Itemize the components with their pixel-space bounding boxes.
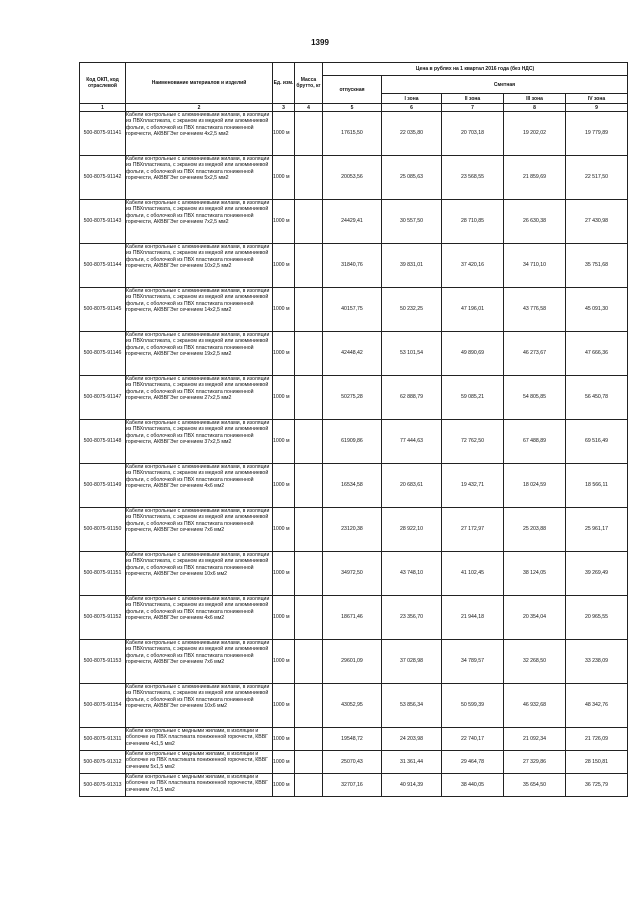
item-name-text: Кабели контрольные с алюминиевыми жилами, в изоляции из ПВХпластиката, с экраном из медной или алюминиевой фольги, с оболочкой из ПВХ пластиката пониженной горючести, АКВВГЭнг сечением 4х2,5 мм2 xyxy=(126,112,270,138)
item-name xyxy=(126,156,273,200)
zone-2-price: 23 568,55 xyxy=(442,156,504,200)
release-price: 34972,50 xyxy=(323,552,382,596)
item-name-text: Кабели контрольные с медными жилами, в изоляции и оболочке из ПВХ пластиката пониженной горючести, КВВГ сечением 5х1,5 мм2 xyxy=(126,751,268,770)
item-name-text: Кабели контрольные с алюминиевыми жилами, в изоляции из ПВХпластиката, с экраном из медной или алюминиевой фольги, с оболочкой из ПВХ пластиката пониженной горючести, АКВВГЭнг сечением 10х2,5 мм2 xyxy=(126,244,270,270)
zone-1-price: 37 028,98 xyxy=(382,640,442,684)
zone-4-price: 20 965,55 xyxy=(566,596,628,640)
release-price: 50275,28 xyxy=(323,376,382,420)
col-number: 8 xyxy=(504,104,566,112)
table-row xyxy=(80,728,628,751)
zone-2-price: 37 420,16 xyxy=(442,244,504,288)
zone-1-price: 77 444,63 xyxy=(382,420,442,464)
header-zone-2: II зона xyxy=(442,94,504,104)
item-mass xyxy=(295,112,323,156)
item-unit: 1000 м xyxy=(273,112,295,156)
release-price: 43052,95 xyxy=(323,684,382,728)
table-row xyxy=(80,332,628,376)
zone-1-price: 22 035,80 xyxy=(382,112,442,156)
item-mass xyxy=(295,376,323,420)
item-code: 500-8075-91141 xyxy=(80,112,126,156)
zone-3-price: 46 273,67 xyxy=(504,332,566,376)
item-name xyxy=(126,112,273,156)
item-code: 500-8075-91154 xyxy=(80,684,126,728)
table-body xyxy=(80,112,628,797)
item-code: 500-8075-91153 xyxy=(80,640,126,684)
item-code: 500-8075-91149 xyxy=(80,464,126,508)
item-mass xyxy=(295,200,323,244)
item-code: 500-8075-91151 xyxy=(80,552,126,596)
item-name-text: Кабели контрольные с алюминиевыми жилами, в изоляции из ПВХпластиката, с экраном из медной или алюминиевой фольги, с оболочкой из ПВХ пластиката пониженной горючести, АКВВГЭнг сечением 4х6 мм2 xyxy=(126,464,270,490)
header-estimate-price: Сметная xyxy=(382,76,628,94)
header-code: Код ОКП, код отраслевой xyxy=(80,63,126,104)
zone-4-price: 25 961,17 xyxy=(566,508,628,552)
table-row xyxy=(80,751,628,774)
zone-1-price: 62 888,79 xyxy=(382,376,442,420)
item-unit: 1000 м xyxy=(273,552,295,596)
item-mass xyxy=(295,244,323,288)
item-name xyxy=(126,200,273,244)
table-row xyxy=(80,244,628,288)
item-name xyxy=(126,376,273,420)
item-name-text: Кабели контрольные с алюминиевыми жилами, в изоляции из ПВХпластиката, с экраном из медной или алюминиевой фольги, с оболочкой из ПВХ пластиката пониженной горючести, АКВВГЭнг сечением 19х2,5 мм2 xyxy=(126,332,270,358)
item-name-text: Кабели контрольные с медными жилами, в изоляции и оболочке из ПВХ пластиката пониженной горючести, КВВГ сечением 7х1,5 мм2 xyxy=(126,774,268,793)
release-price: 19548,72 xyxy=(323,728,382,751)
col-number: 9 xyxy=(566,104,628,112)
item-name xyxy=(126,728,273,751)
col-number: 3 xyxy=(273,104,295,112)
item-name-text: Кабели контрольные с алюминиевыми жилами, в изоляции из ПВХпластиката, с экраном из медной или алюминиевой фольги, с оболочкой из ПВХ пластиката пониженной горючести, АКВВГЭнг сечением 27х2,5 мм2 xyxy=(126,376,270,402)
zone-3-price: 27 329,86 xyxy=(504,751,566,774)
item-name xyxy=(126,640,273,684)
table-row xyxy=(80,376,628,420)
item-name xyxy=(126,464,273,508)
zone-3-price: 46 932,68 xyxy=(504,684,566,728)
zone-2-price: 41 102,45 xyxy=(442,552,504,596)
item-mass xyxy=(295,728,323,751)
item-code: 500-8075-91144 xyxy=(80,244,126,288)
table-row xyxy=(80,112,628,156)
column-number-row xyxy=(80,104,628,112)
zone-1-price: 39 831,01 xyxy=(382,244,442,288)
header-zone-1: I зона xyxy=(382,94,442,104)
zone-3-price: 43 776,58 xyxy=(504,288,566,332)
zone-1-price: 31 361,44 xyxy=(382,751,442,774)
item-mass xyxy=(295,464,323,508)
zone-1-price: 50 232,25 xyxy=(382,288,442,332)
zone-2-price: 38 440,05 xyxy=(442,774,504,797)
item-mass xyxy=(295,288,323,332)
zone-4-price: 69 516,49 xyxy=(566,420,628,464)
zone-4-price: 39 269,49 xyxy=(566,552,628,596)
item-name-text: Кабели контрольные с алюминиевыми жилами, в изоляции из ПВХпластиката, с экраном из медной или алюминиевой фольги, с оболочкой из ПВХ пластиката пониженной горючести, АКВВГЭнг сечением 5х2,5 мм2 xyxy=(126,156,270,182)
item-mass xyxy=(295,751,323,774)
item-mass xyxy=(295,640,323,684)
zone-3-price: 25 203,88 xyxy=(504,508,566,552)
table-row xyxy=(80,508,628,552)
release-price: 40157,75 xyxy=(323,288,382,332)
col-number: 6 xyxy=(382,104,442,112)
page-number: 1399 xyxy=(311,38,329,47)
item-unit: 1000 м xyxy=(273,508,295,552)
table-row xyxy=(80,640,628,684)
zone-2-price: 19 432,71 xyxy=(442,464,504,508)
item-name-text: Кабели контрольные с медными жилами, в изоляции и оболочке из ПВХ пластиката пониженной горючести, КВВГ сечением 4х1,5 мм2 xyxy=(126,728,268,747)
item-unit: 1000 м xyxy=(273,751,295,774)
item-name xyxy=(126,508,273,552)
release-price: 42448,42 xyxy=(323,332,382,376)
zone-2-price: 20 703,18 xyxy=(442,112,504,156)
col-number: 7 xyxy=(442,104,504,112)
item-unit: 1000 м xyxy=(273,332,295,376)
item-mass xyxy=(295,508,323,552)
col-number: 1 xyxy=(80,104,126,112)
zone-3-price: 32 268,50 xyxy=(504,640,566,684)
item-name-text: Кабели контрольные с алюминиевыми жилами, в изоляции из ПВХпластиката, с экраном из медной или алюминиевой фольги, с оболочкой из ПВХ пластиката пониженной горючести, АКВВГЭнг сечением 10х6 мм2 xyxy=(126,684,270,710)
table-row xyxy=(80,684,628,728)
zone-1-price: 24 203,98 xyxy=(382,728,442,751)
zone-4-price: 22 517,50 xyxy=(566,156,628,200)
item-code: 500-8075-91147 xyxy=(80,376,126,420)
zone-4-price: 48 342,76 xyxy=(566,684,628,728)
item-name xyxy=(126,596,273,640)
zone-4-price: 47 666,36 xyxy=(566,332,628,376)
zone-1-price: 30 557,50 xyxy=(382,200,442,244)
item-unit: 1000 м xyxy=(273,774,295,797)
item-code: 500-8075-91312 xyxy=(80,751,126,774)
item-name xyxy=(126,288,273,332)
item-code: 500-8075-91142 xyxy=(80,156,126,200)
zone-2-price: 21 944,18 xyxy=(442,596,504,640)
item-name xyxy=(126,684,273,728)
item-name xyxy=(126,244,273,288)
zone-3-price: 67 488,89 xyxy=(504,420,566,464)
item-unit: 1000 м xyxy=(273,244,295,288)
table-row xyxy=(80,774,628,797)
item-unit: 1000 м xyxy=(273,728,295,751)
header-zone-4: IV зона xyxy=(566,94,628,104)
item-name xyxy=(126,552,273,596)
item-unit: 1000 м xyxy=(273,156,295,200)
price-table xyxy=(79,62,628,797)
item-unit: 1000 м xyxy=(273,640,295,684)
zone-2-price: 22 740,17 xyxy=(442,728,504,751)
zone-2-price: 72 762,50 xyxy=(442,420,504,464)
release-price: 31840,76 xyxy=(323,244,382,288)
zone-4-price: 45 091,30 xyxy=(566,288,628,332)
item-name-text: Кабели контрольные с алюминиевыми жилами, в изоляции из ПВХпластиката, с экраном из медной или алюминиевой фольги, с оболочкой из ПВХ пластиката пониженной горючести, АКВВГЭнг сечением 10х6 мм2 xyxy=(126,552,270,578)
table-row xyxy=(80,596,628,640)
zone-1-price: 53 856,34 xyxy=(382,684,442,728)
header-release-price: отпускная xyxy=(323,76,382,104)
zone-4-price: 36 725,79 xyxy=(566,774,628,797)
item-unit: 1000 м xyxy=(273,596,295,640)
zone-1-price: 23 356,70 xyxy=(382,596,442,640)
zone-1-price: 43 748,10 xyxy=(382,552,442,596)
item-mass xyxy=(295,156,323,200)
zone-4-price: 19 779,89 xyxy=(566,112,628,156)
header-price-group: Цена в рублях на 1 квартал 2016 года (без НДС) xyxy=(323,63,628,76)
table-row xyxy=(80,288,628,332)
zone-2-price: 29 464,78 xyxy=(442,751,504,774)
release-price: 23120,38 xyxy=(323,508,382,552)
zone-1-price: 20 683,61 xyxy=(382,464,442,508)
item-name xyxy=(126,420,273,464)
header-unit: Ед. изм. xyxy=(273,63,295,104)
release-price: 24429,41 xyxy=(323,200,382,244)
header-name: Наименование материалов и изделий xyxy=(126,63,273,104)
zone-3-price: 26 630,38 xyxy=(504,200,566,244)
table-row xyxy=(80,552,628,596)
release-price: 25070,43 xyxy=(323,751,382,774)
release-price: 29601,09 xyxy=(323,640,382,684)
item-name-text: Кабели контрольные с алюминиевыми жилами, в изоляции из ПВХпластиката, с экраном из медной или алюминиевой фольги, с оболочкой из ПВХ пластиката пониженной горючести, АКВВГЭнг сечением 7х2,5 мм2 xyxy=(126,200,270,226)
zone-4-price: 56 450,78 xyxy=(566,376,628,420)
zone-4-price: 35 751,68 xyxy=(566,244,628,288)
item-unit: 1000 м xyxy=(273,420,295,464)
zone-2-price: 49 890,69 xyxy=(442,332,504,376)
item-mass xyxy=(295,596,323,640)
zone-2-price: 28 710,85 xyxy=(442,200,504,244)
table-row xyxy=(80,420,628,464)
item-code: 500-8075-91313 xyxy=(80,774,126,797)
zone-4-price: 18 566,11 xyxy=(566,464,628,508)
item-code: 500-8075-91150 xyxy=(80,508,126,552)
item-mass xyxy=(295,774,323,797)
zone-2-price: 34 789,57 xyxy=(442,640,504,684)
zone-3-price: 35 654,50 xyxy=(504,774,566,797)
zone-2-price: 47 196,01 xyxy=(442,288,504,332)
item-name-text: Кабели контрольные с алюминиевыми жилами, в изоляции из ПВХпластиката, с экраном из медной или алюминиевой фольги, с оболочкой из ПВХ пластиката пониженной горючести, АКВВГЭнг сечением 4х6 мм2 xyxy=(126,596,270,622)
item-name xyxy=(126,774,273,797)
item-name-text: Кабели контрольные с алюминиевыми жилами, в изоляции из ПВХпластиката, с экраном из медной или алюминиевой фольги, с оболочкой из ПВХ пластиката пониженной горючести, АКВВГЭнг сечением 7х6 мм2 xyxy=(126,640,270,666)
zone-4-price: 21 726,09 xyxy=(566,728,628,751)
release-price: 17615,50 xyxy=(323,112,382,156)
zone-1-price: 28 922,10 xyxy=(382,508,442,552)
col-number: 4 xyxy=(295,104,323,112)
item-unit: 1000 м xyxy=(273,288,295,332)
release-price: 61909,86 xyxy=(323,420,382,464)
zone-3-price: 38 124,05 xyxy=(504,552,566,596)
zone-3-price: 54 805,85 xyxy=(504,376,566,420)
item-unit: 1000 м xyxy=(273,684,295,728)
zone-3-price: 19 202,02 xyxy=(504,112,566,156)
zone-1-price: 40 914,39 xyxy=(382,774,442,797)
item-mass xyxy=(295,552,323,596)
col-number: 2 xyxy=(126,104,273,112)
item-code: 500-8075-91145 xyxy=(80,288,126,332)
zone-4-price: 28 150,81 xyxy=(566,751,628,774)
header-zone-3: III зона xyxy=(504,94,566,104)
zone-4-price: 33 238,09 xyxy=(566,640,628,684)
release-price: 32707,16 xyxy=(323,774,382,797)
item-name-text: Кабели контрольные с алюминиевыми жилами, в изоляции из ПВХпластиката, с экраном из медной или алюминиевой фольги, с оболочкой из ПВХ пластиката пониженной горючести, АКВВГЭнг сечением 37х2,5 мм2 xyxy=(126,420,270,446)
release-price: 16534,58 xyxy=(323,464,382,508)
zone-3-price: 18 024,59 xyxy=(504,464,566,508)
item-unit: 1000 м xyxy=(273,376,295,420)
zone-2-price: 27 172,97 xyxy=(442,508,504,552)
item-name-text: Кабели контрольные с алюминиевыми жилами, в изоляции из ПВХпластиката, с экраном из медной или алюминиевой фольги, с оболочкой из ПВХ пластиката пониженной горючести, АКВВГЭнг сечением 7х6 мм2 xyxy=(126,508,270,534)
header-mass: Масса брутто, кг xyxy=(295,63,323,104)
zone-2-price: 50 599,39 xyxy=(442,684,504,728)
item-code: 500-8075-91146 xyxy=(80,332,126,376)
item-mass xyxy=(295,420,323,464)
release-price: 20053,56 xyxy=(323,156,382,200)
item-code: 500-8075-91152 xyxy=(80,596,126,640)
table-row xyxy=(80,464,628,508)
zone-2-price: 59 085,21 xyxy=(442,376,504,420)
item-unit: 1000 м xyxy=(273,200,295,244)
col-number: 5 xyxy=(323,104,382,112)
table-row xyxy=(80,156,628,200)
item-code: 500-8075-91143 xyxy=(80,200,126,244)
zone-3-price: 21 859,69 xyxy=(504,156,566,200)
zone-4-price: 27 430,98 xyxy=(566,200,628,244)
zone-1-price: 25 085,63 xyxy=(382,156,442,200)
zone-1-price: 53 101,54 xyxy=(382,332,442,376)
item-name xyxy=(126,332,273,376)
item-unit: 1000 м xyxy=(273,464,295,508)
release-price: 18671,46 xyxy=(323,596,382,640)
item-mass xyxy=(295,684,323,728)
item-code: 500-8075-91148 xyxy=(80,420,126,464)
zone-3-price: 20 354,04 xyxy=(504,596,566,640)
zone-3-price: 34 710,10 xyxy=(504,244,566,288)
table-row xyxy=(80,200,628,244)
item-name-text: Кабели контрольные с алюминиевыми жилами, в изоляции из ПВХпластиката, с экраном из медной или алюминиевой фольги, с оболочкой из ПВХ пластиката пониженной горючести, АКВВГЭнг сечением 14х2,5 мм2 xyxy=(126,288,270,314)
zone-3-price: 21 092,34 xyxy=(504,728,566,751)
item-mass xyxy=(295,332,323,376)
item-name xyxy=(126,751,273,774)
item-code: 500-8075-91311 xyxy=(80,728,126,751)
